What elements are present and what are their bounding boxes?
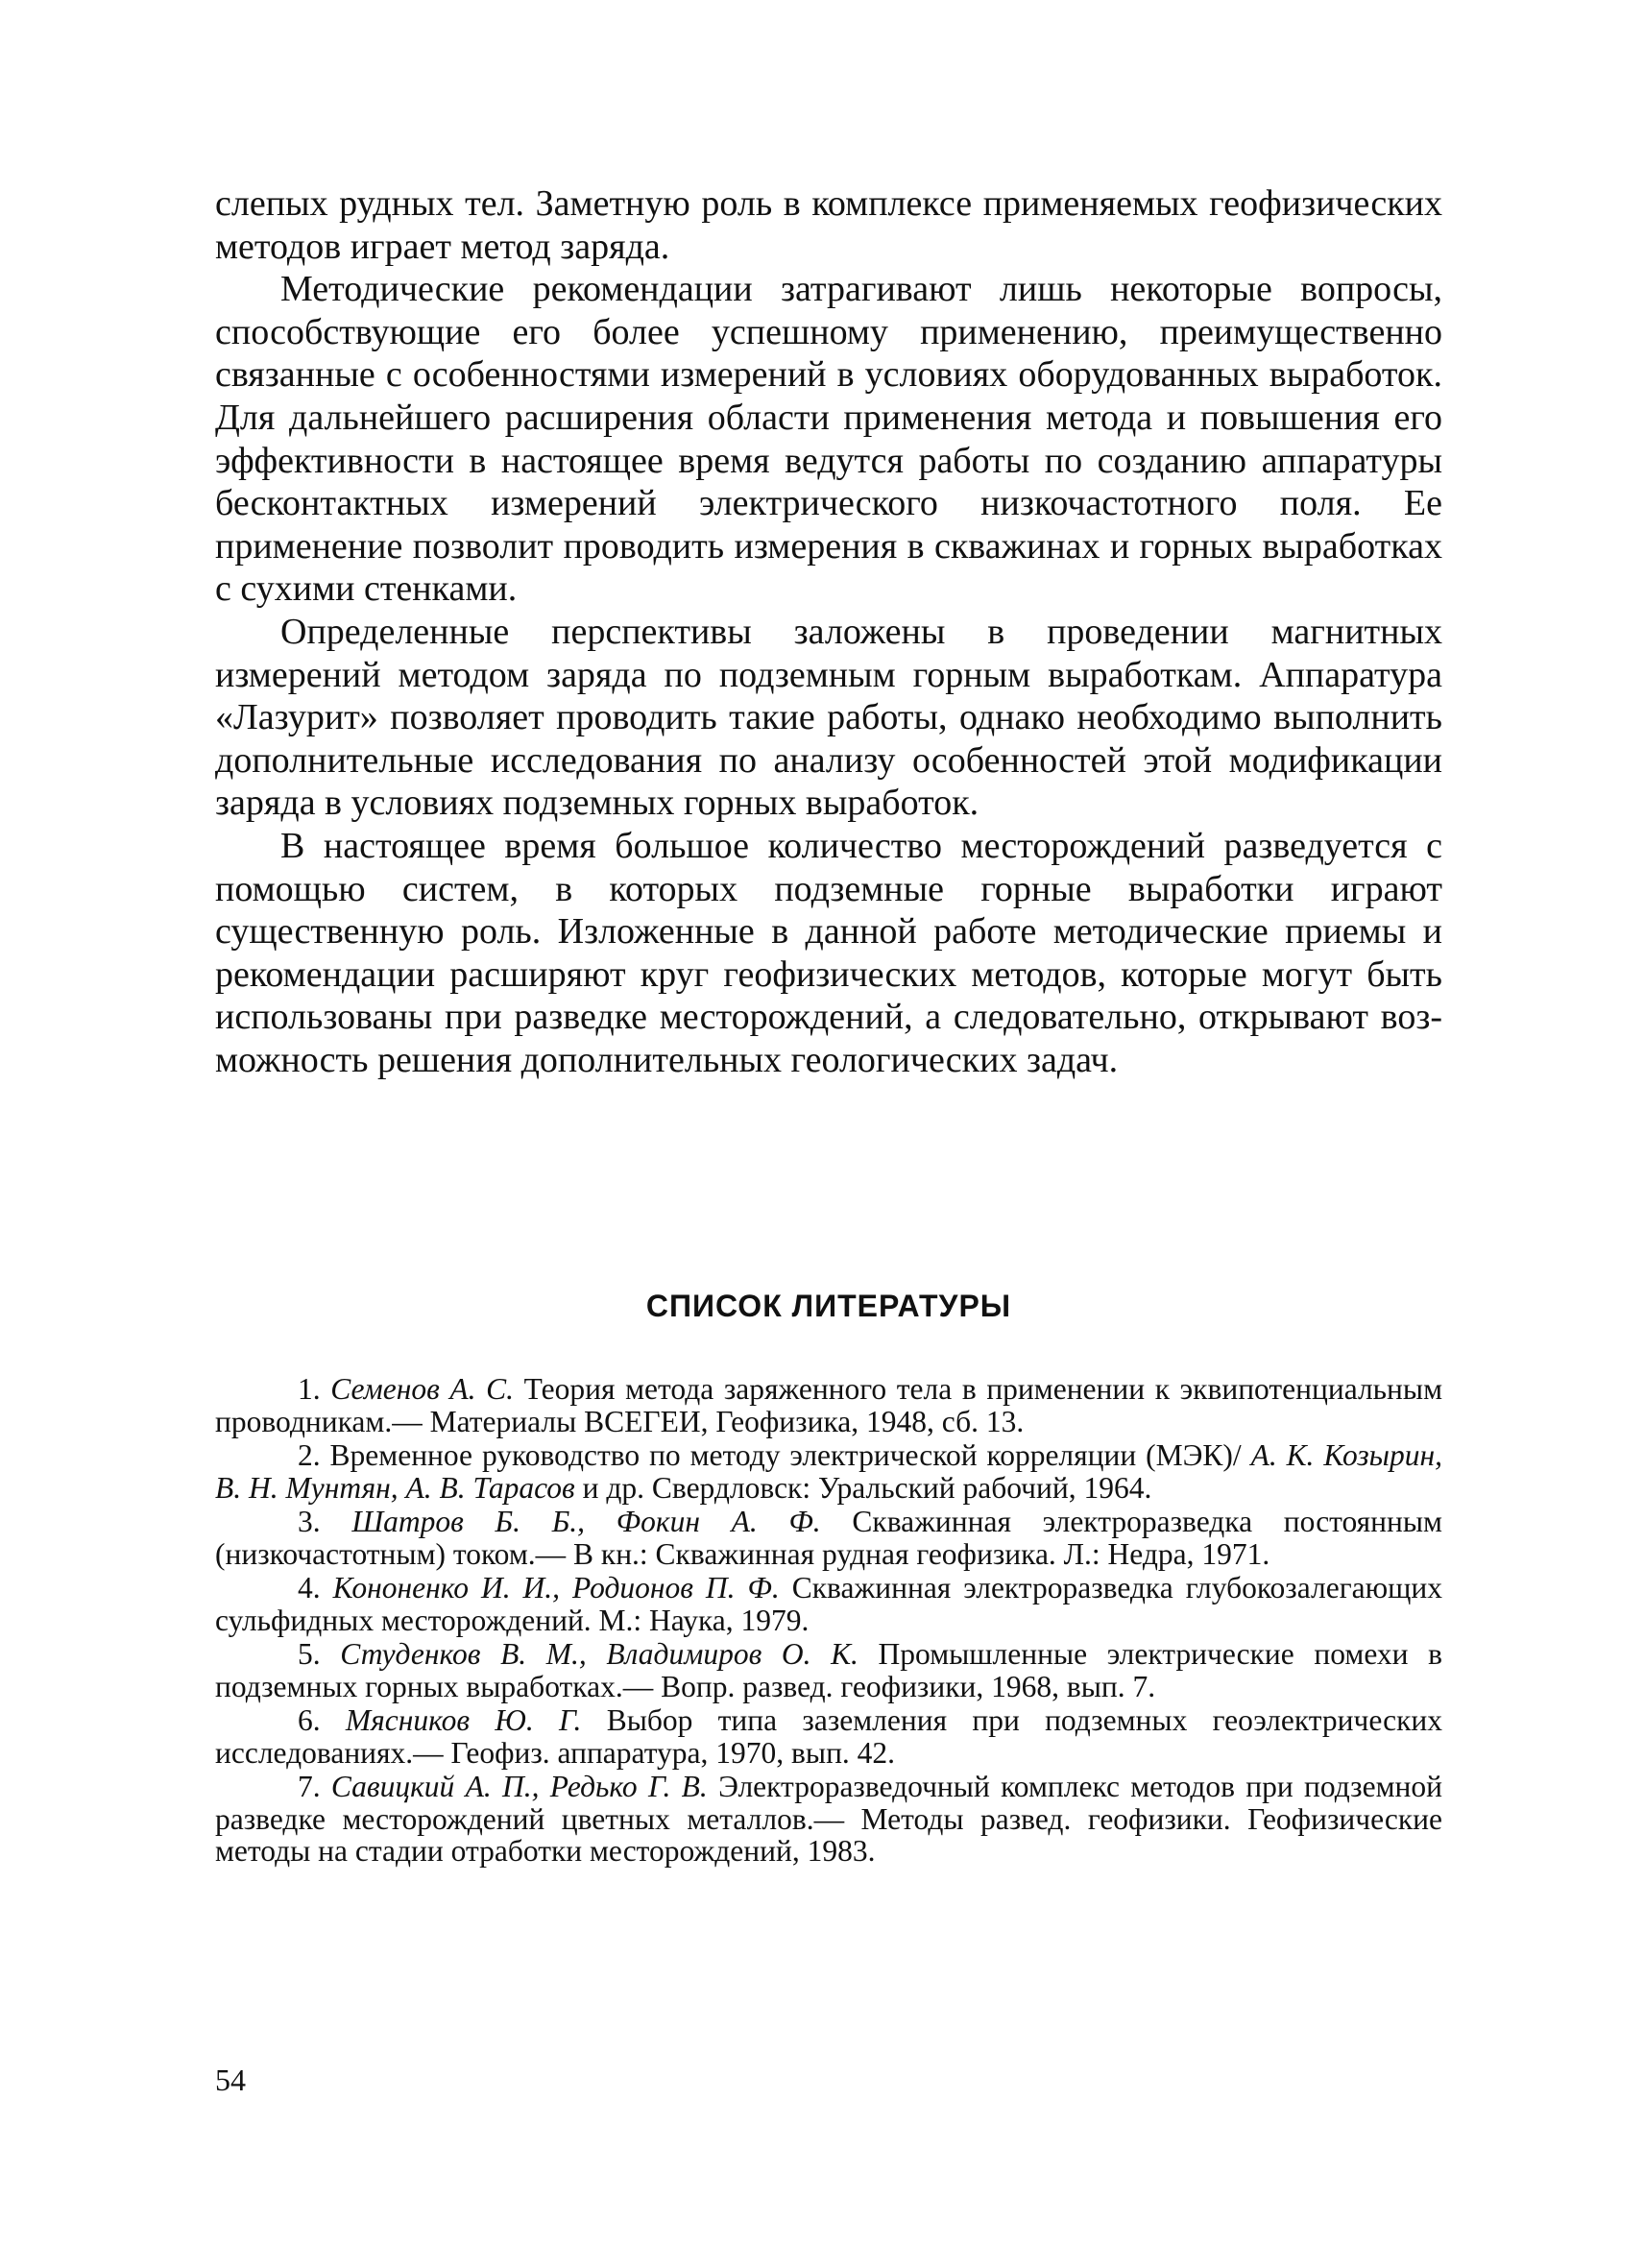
reference-number: 3. — [298, 1505, 321, 1538]
reference-text: и др. Свердловск: Уральский рабочий, 1964. — [582, 1470, 1152, 1505]
reference-authors: Семенов А. С. — [330, 1372, 515, 1406]
references-list — [215, 1373, 1442, 1870]
body-text — [215, 182, 1442, 1081]
paragraph: Методические рекомендации затрагивают лишь некоторые вопросы, способствующие его более успешному применению, преимущественно связанные с особенностями измерений в условиях оборудованных выработок. Для дальнейшего расширения области применения метода и повышения его эффективности в настоящее время ведутся работы по созданию аппаратуры бесконтактных измерений электрического низкочастотного поля. Ее применение позволит проводить измерения в скважинах и горных выработках с сухими стенками. — [215, 269, 1442, 610]
reference-authors: Студенков В. М., Владимиров О. К. — [340, 1637, 858, 1671]
reference-number: 4. — [298, 1571, 321, 1604]
reference-title: Временное руководство по методу электрической корреляции (МЭК)/ — [329, 1438, 1242, 1472]
reference-text: Выбор типа заземления при подземных геоэлектрических исследованиях.— Геофиз. аппаратура, 1970, вып. 42. — [215, 1703, 1442, 1770]
reference-number: 6. — [298, 1703, 321, 1737]
reference-authors: Савицкий А. П., Редько Г. В. — [330, 1770, 708, 1803]
reference-text: Электроразведочный комплекс методов при подземной разведке месторождений цветных металлов.— Методы развед. геофизики. Геофизические методы на стадии отработки месторождений, 1983. — [215, 1770, 1442, 1868]
reference-authors: Кононенко И. И., Родионов П. Ф. — [332, 1571, 780, 1604]
reference-authors: Шатров Б. Б., Фокин А. Ф. — [351, 1505, 821, 1538]
paragraph: В настоящее время большое количество месторождений разведуется с помощью систем, в которых подземные горные выработки играют существенную роль. Изложенные в данной работе методические приемы и рекомендации расширяют круг геофизических методов, которые могут быть использованы при разведке месторождений, а следовательно, открывают возможность решения дополнительных геологических задач. — [215, 825, 1442, 1080]
reference-item — [215, 1373, 1442, 1437]
reference-item — [215, 1572, 1442, 1636]
reference-text: Скважинная электроразведка постоянным (низкочастотным) током.— В кн.: Скважинная рудная геофизика. Л.: Недра, 1971. — [215, 1505, 1442, 1571]
reference-authors: Мясников Ю. Г. — [345, 1703, 582, 1737]
reference-text: Теория метода заряженного тела в применении к эквипотенциальным проводникам.— Материалы ВСЕГЕИ, Геофизика, 1948, сб. 13. — [215, 1372, 1442, 1438]
reference-item — [215, 1506, 1442, 1570]
reference-number: 1. — [298, 1372, 321, 1406]
reference-number: 7. — [298, 1770, 321, 1803]
reference-number: 5. — [298, 1637, 321, 1671]
page-number: 54 — [215, 2063, 246, 2097]
references-heading: СПИСОК ЛИТЕРАТУРЫ — [645, 1289, 1012, 1323]
reference-item — [215, 1638, 1442, 1702]
reference-item — [215, 1771, 1442, 1868]
reference-authors: А. К. Козырин, В. Н. Мунтян, А. В. Тарасов — [215, 1438, 1443, 1505]
reference-text: Промышленные электрические помехи в подземных горных выработках.— Вопр. развед. геофизики, 1968, вып. 7. — [215, 1637, 1442, 1703]
reference-item — [215, 1439, 1442, 1504]
reference-text: Скважинная электроразведка глубокозалегающих сульфидных месторождений. М.: Наука, 1979. — [215, 1571, 1443, 1637]
paragraph: Определенные перспективы заложены в проведении магнитных измерений методом заряда по подземным горным выработкам. Аппаратура «Лазурит» позволяет проводить такие работы, однако необходимо выполнить дополнительные исследования по анализу особенностей этой модификации заряда в условиях подземных горных выработок. — [215, 611, 1442, 824]
reference-item — [215, 1704, 1442, 1769]
paragraph: слепых рудных тел. Заметную роль в комплексе применяемых геофизических методов играет метод заряда. — [215, 183, 1442, 267]
reference-number: 2. — [298, 1438, 321, 1472]
